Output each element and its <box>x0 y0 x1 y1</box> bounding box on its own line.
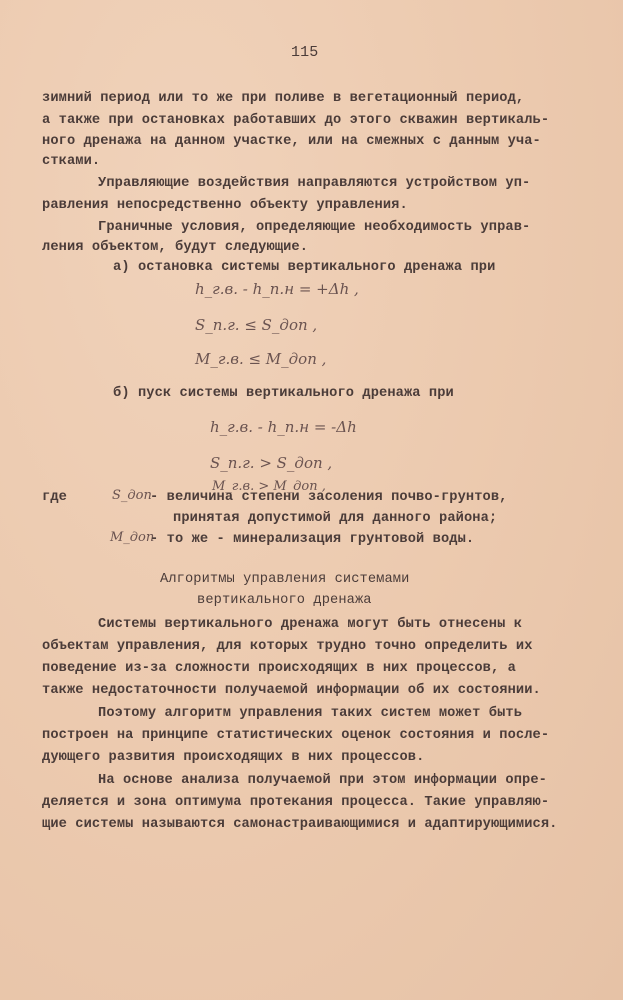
text-line: деляется и зона оптимума протекания процесса. Такие управляю- <box>42 795 550 810</box>
formula: S_п.г. ≤ S_доп , <box>195 316 318 334</box>
text-line: поведение из-за сложности происходящих в них процессов, а <box>42 661 516 676</box>
text-line: Граничные условия, определяющие необходимость управ- <box>98 220 531 235</box>
text-line: Поэтому алгоритм управления таких систем может быть <box>98 706 523 721</box>
text-line: ного дренажа на данном участке, или на смежных с данным уча- <box>42 134 541 149</box>
where-label: где <box>42 490 67 505</box>
text-line: дующего развития происходящих в них процессов. <box>42 750 425 765</box>
text-line: - величина степени засоления почво-грунтов, <box>150 490 508 505</box>
case-b-line: б) пуск системы вертикального дренажа при <box>113 386 454 401</box>
case-a-line: а) остановка системы вертикального дренажа при <box>113 260 496 275</box>
section-heading: вертикального дренажа <box>197 593 372 608</box>
text-line: ления объектом, будут следующие. <box>42 240 309 255</box>
text-line: объектам управления, для которых трудно точно определить их <box>42 639 533 654</box>
section-heading: Алгоритмы управления системами <box>160 572 410 587</box>
text-line: а также при остановках работавших до этого скважин вертикаль- <box>42 113 550 128</box>
text-line: - то же - минерализация грунтовой воды. <box>150 532 475 547</box>
text-line: принятая допустимой для данного района; <box>173 511 498 526</box>
text-line: Управляющие воздействия направляются устройством уп- <box>98 176 531 191</box>
text-line: равления непосредственно объекту управления. <box>42 198 408 213</box>
symbol: S_доп <box>112 488 152 503</box>
text-line: стками. <box>42 154 101 169</box>
text-line: На основе анализа получаемой при этом информации опре- <box>98 773 547 788</box>
page-number: 115 <box>291 44 319 61</box>
formula: S_п.г. > S_доп , <box>210 454 333 472</box>
formula: M_г.в. ≤ M_доп , <box>195 350 327 368</box>
text-line: построен на принципе статистических оценок состояния и после- <box>42 728 550 743</box>
text-line: Системы вертикального дренажа могут быть отнесены к <box>98 617 523 632</box>
text-line: зимний период или то же при поливе в вегетационный период, <box>42 91 525 106</box>
formula: h_г.в. - h_п.н = +Δh , <box>195 280 359 298</box>
text-line: щие системы называются самонастраивающимися и адаптирующимися. <box>42 817 558 832</box>
text-line: также недостаточности получаемой информации об их состоянии. <box>42 683 541 698</box>
formula: M_г.в. > M_доп , <box>212 479 326 494</box>
formula: h_г.в. - h_п.н = -Δh <box>210 418 357 436</box>
symbol: M_доп <box>110 530 155 545</box>
